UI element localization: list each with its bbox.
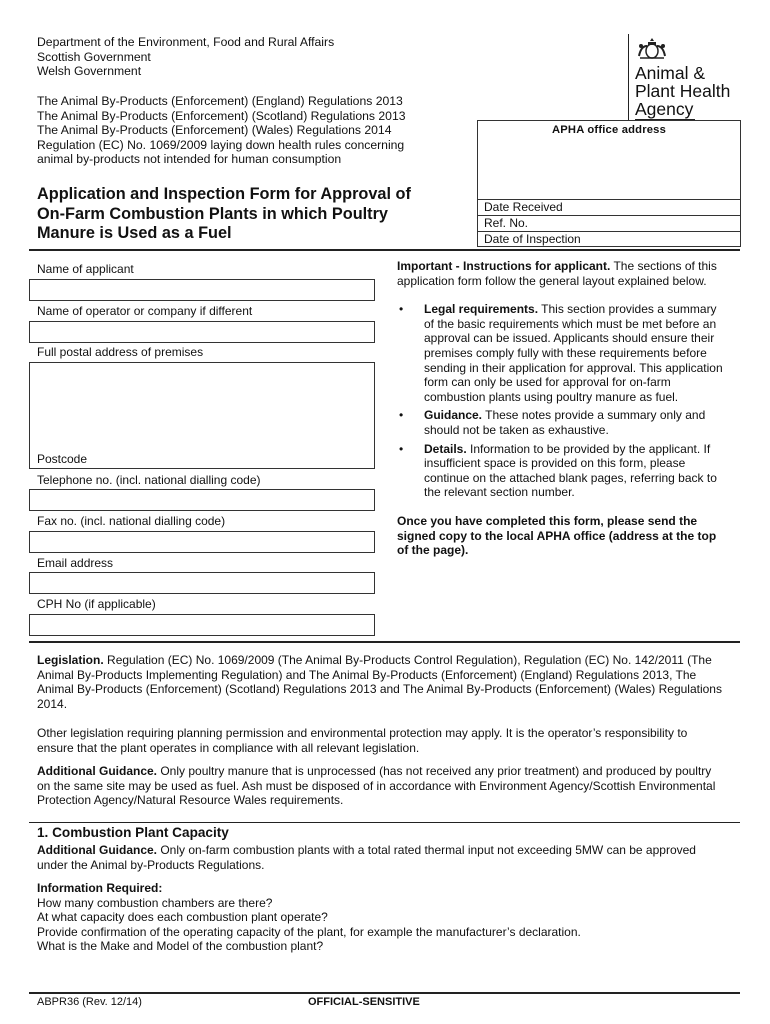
- footer-divider: [29, 992, 740, 994]
- office-use-box: [477, 120, 741, 247]
- office-address-title: APHA office address: [551, 124, 667, 136]
- bullet-heading: Legal requirements.: [424, 302, 539, 317]
- instructions-bullets: [397, 302, 727, 500]
- email-field[interactable]: [29, 572, 375, 594]
- logo-line: Animal &: [635, 63, 706, 83]
- section-1-guidance: [37, 843, 727, 872]
- question-item: How many combustion chambers are there?: [37, 895, 273, 910]
- applicant-name-field[interactable]: [29, 279, 375, 301]
- regulation-line: The Animal By-Products (Enforcement) (Wales) Regulations 2014: [37, 123, 392, 138]
- crest-icon: [635, 36, 669, 65]
- postcode-label: Postcode: [37, 452, 88, 466]
- date-received-label: Date Received: [484, 200, 563, 214]
- issuer-line: Department of the Environment, Food and Rural Affairs: [37, 35, 335, 49]
- operator-name-field[interactable]: [29, 321, 375, 343]
- section-1-guidance-text: Only on-farm combustion plants with a total rated thermal input not exceeding 5MW can be approved under the Animal by-Products Regulations.: [37, 843, 696, 872]
- issuing-bodies: [37, 35, 467, 79]
- section-divider: [29, 249, 740, 251]
- bullet-details: [397, 442, 727, 500]
- issuer-line: Welsh Government: [37, 64, 142, 79]
- title-line: Manure is Used as a Fuel: [37, 224, 232, 242]
- bullet-icon: •: [399, 408, 404, 423]
- regulation-line: The Animal By-Products (Enforcement) (Scotland) Regulations 2013: [37, 108, 406, 123]
- cph-field[interactable]: [29, 614, 375, 636]
- question-item: What is the Make and Model of the combustion plant?: [37, 939, 324, 954]
- question-item: Provide confirmation of the operating capacity of the plant, for example the manufacturer’s declaration.: [37, 924, 581, 939]
- bullet-heading: Details.: [424, 441, 467, 456]
- logo-rule: [628, 34, 633, 120]
- regulations-list: [37, 94, 477, 167]
- address-label: Full postal address of premises: [37, 345, 204, 359]
- form-reference: ABPR36 (Rev. 12/14): [37, 996, 142, 1008]
- bullet-guidance: [397, 408, 727, 437]
- bullet-text: Information to be provided by the applicant. If insufficient space is provided on this form, please continue on the attached blank pages, referring back to the relevant section number.: [424, 441, 717, 500]
- bullet-text: This section provides a summary of the basic requirements which must be met before an approval can be issued. Applicants should ensure their premises comply fully with these requirements before sending in their application for approval. This application form can only be used for approval for on-farm combustion plants using poultry manure as fuel.: [424, 302, 723, 404]
- ref-no-field[interactable]: [478, 215, 740, 231]
- operator-name-label: Name of operator or company if different: [37, 304, 253, 318]
- title-line: On-Farm Combustion Plants in which Poultry: [37, 204, 388, 223]
- question-item: At what capacity does each combustion plant operate?: [37, 910, 328, 925]
- date-of-inspection-field[interactable]: [478, 231, 740, 247]
- section-1-guidance-heading: Additional Guidance.: [37, 843, 158, 857]
- instructions-intro: [397, 259, 727, 288]
- instructions-intro-text: The sections of this application form follow the general layout explained below.: [397, 259, 717, 288]
- additional-guidance-text: Only poultry manure that is unprocessed (has not received any prior treatment) and produced by poultry on the same site may be used as fuel. Ash must be disposed of in accordance with Environment Agency/Scottish Environmental Protection Agency/Natural Resource Wales requirements.: [37, 764, 716, 808]
- ref-no-label: Ref. No.: [484, 216, 529, 230]
- legislation-paragraph: [37, 653, 727, 711]
- info-required-heading: Information Required:: [37, 881, 163, 895]
- additional-guidance-heading: Additional Guidance.: [37, 764, 158, 778]
- cph-label: CPH No (if applicable): [37, 597, 156, 611]
- agency-logo-text: [635, 65, 730, 118]
- bullet-heading: Guidance.: [424, 408, 483, 423]
- legislation-text: Regulation (EC) No. 1069/2009 (The Animal By-Products Control Regulation), Regulation (EC) No. 142/2011 (The Animal By-Products Implementing Regulation) and The Animal By-Products (Enforcement) (England) Regulations 2013, The Animal By-Products (Enforcement) (Scotland) Regulations 2013 and The Animal By-Products (Enforcement) (Wales) Regulations 2014.: [37, 653, 722, 711]
- applicant-name-label: Name of applicant: [37, 262, 134, 276]
- logo-line: Agency: [635, 98, 694, 119]
- fax-field[interactable]: [29, 531, 375, 553]
- section-1-info: [37, 881, 727, 954]
- telephone-field[interactable]: [29, 489, 375, 511]
- fax-label: Fax no. (incl. national dialling code): [37, 514, 226, 528]
- logo-line: Plant Health: [635, 80, 731, 101]
- instructions-closing: Once you have completed this form, please send the signed copy to the local APHA office (address at the top of the page).: [397, 513, 717, 558]
- legislation-heading: Legislation.: [37, 653, 104, 667]
- bullet-text: These notes provide a summary only and should not be taken as exhaustive.: [424, 408, 706, 437]
- regulation-line: The Animal By-Products (Enforcement) (England) Regulations 2013: [37, 94, 403, 108]
- bullet-icon: •: [399, 302, 404, 317]
- date-of-inspection-label: Date of Inspection: [484, 232, 581, 246]
- bullet-legal-requirements: [397, 302, 727, 404]
- instructions-panel: [397, 259, 727, 558]
- instructions-heading: Important - Instructions for applicant.: [397, 259, 611, 273]
- security-classification: OFFICIAL-SENSITIVE: [308, 996, 420, 1008]
- section-divider: [29, 641, 740, 643]
- regulation-line: Regulation (EC) No. 1069/2009 laying down health rules concerning: [37, 137, 405, 152]
- additional-guidance-paragraph: [37, 764, 727, 808]
- section-1-title: 1. Combustion Plant Capacity: [37, 825, 229, 840]
- bullet-icon: •: [399, 441, 404, 456]
- issuer-line: Scottish Government: [37, 49, 151, 64]
- section-divider: [29, 822, 740, 823]
- other-legislation-paragraph: Other legislation requiring planning permission and environmental protection may apply. It is the operator’s responsibility to ensure that the plant operates in compliance with all relevant legislation.: [37, 726, 688, 755]
- email-label: Email address: [37, 556, 114, 570]
- form-title: [37, 185, 477, 244]
- regulation-line: animal by-products not intended for human consumption: [37, 152, 342, 167]
- date-received-field[interactable]: [478, 199, 740, 215]
- title-line: Application and Inspection Form for Approval of: [37, 185, 411, 203]
- telephone-label: Telephone no. (incl. national dialling code): [37, 473, 261, 487]
